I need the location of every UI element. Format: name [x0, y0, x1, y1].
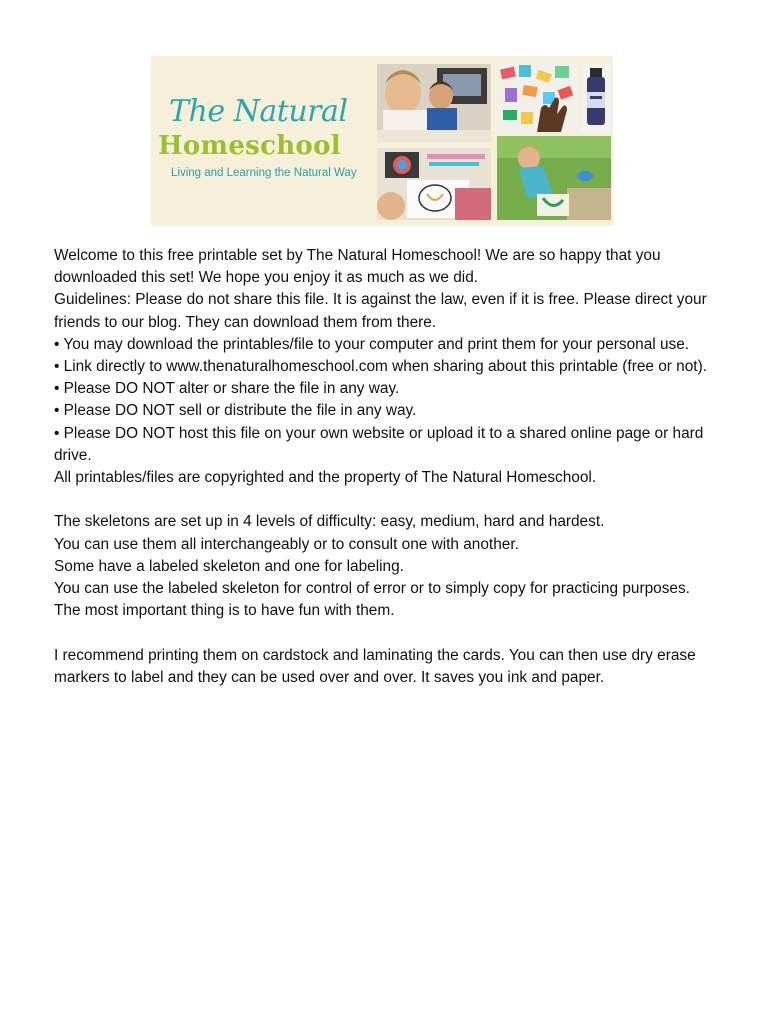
logo-tagline: Living and Learning the Natural Way	[171, 167, 357, 179]
guideline-bullet: • You may download the printables/file to your computer and print them for your personal use.	[54, 335, 690, 353]
skeletons-line: You can use the labeled skeleton for control of error or to simply copy for practicing purposes.	[54, 580, 690, 598]
paragraph-gap	[54, 622, 724, 644]
body-text	[54, 245, 724, 689]
welcome-paragraph: Welcome to this free printable set by The Natural Homeschool! We are so happy that you downloaded this set! We hope you enjoy it as much as we did.	[54, 247, 661, 287]
photo-oil-bottle	[581, 64, 611, 132]
photo-child-outdoors	[497, 136, 611, 220]
guidelines-paragraph: Guidelines: Please do not share this file. It is against the law, even if it is free. Please direct your friends to our blog. They can download them from there.	[54, 291, 707, 331]
skeletons-line: You can use them all interchangeably or to consult one with another.	[54, 535, 519, 553]
recommendation-paragraph: I recommend printing them on cardstock and laminating the cards. You can then use dry erase markers to label and they can be used over and over. It saves you ink and paper.	[54, 646, 696, 686]
guideline-bullet: • Link directly to www.thenaturalhomeschool.com when sharing about this printable (free or not).	[54, 358, 707, 376]
skeletons-line: The most important thing is to have fun with them.	[54, 602, 395, 620]
photo-color-tiles	[497, 62, 577, 132]
skeletons-line: The skeletons are set up in 4 levels of difficulty: easy, medium, hard and hardest.	[54, 513, 605, 531]
guideline-bullet: • Please DO NOT host this file on your own website or upload it to a shared online page or hard drive.	[54, 424, 704, 464]
header-banner	[151, 56, 613, 226]
guideline-bullet: • Please DO NOT alter or share the file in any way.	[54, 380, 400, 398]
logo-main-text: Homeschool	[158, 131, 341, 161]
copyright-paragraph: All printables/files are copyrighted and the property of The Natural Homeschool.	[54, 469, 597, 487]
paragraph-gap	[54, 489, 724, 511]
site-logo	[151, 56, 375, 226]
photo-coloring-skeleton	[377, 148, 491, 220]
logo-script-text: The Natural	[169, 94, 348, 129]
photo-children-at-table	[377, 64, 491, 142]
guideline-bullet: • Please DO NOT sell or distribute the file in any way.	[54, 402, 417, 420]
skeletons-line: Some have a labeled skeleton and one for labeling.	[54, 557, 404, 575]
